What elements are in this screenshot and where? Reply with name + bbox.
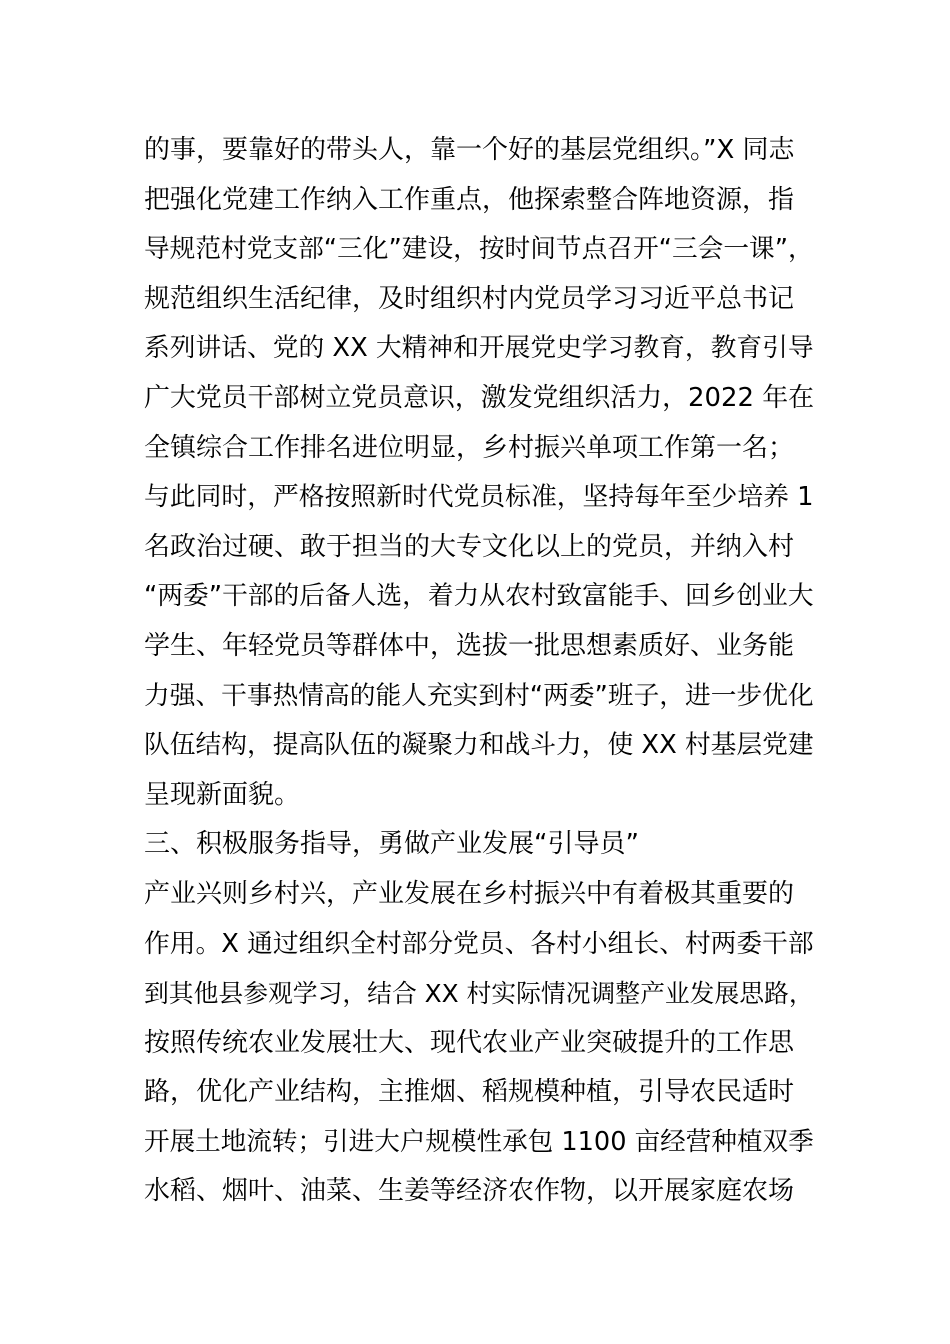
text-line: 把强化党建工作纳入工作重点，他探索整合阵地资源，指 (144, 184, 795, 215)
section-heading: 三、积极服务指导，勇做产业发展“引导员” (144, 829, 639, 860)
text-line: 的事，要靠好的带头人，靠一个好的基层党组织。”X 同志 (144, 135, 795, 165)
text-line: 呈现新面貌。 (144, 779, 301, 810)
text-line: 学生、年轻党员等群体中，选拔一批思想素质好、业务能 (144, 630, 795, 661)
text-line: 规范组织生活纪律，及时组织村内党员学习习近平总书记 (144, 283, 795, 314)
text-line: 全镇综合工作排名进位明显，乡村振兴单项工作第一名； (144, 432, 795, 463)
text-line: 作用。X 通过组织全村部分党员、各村小组长、村两委干部 (144, 928, 814, 959)
text-line: 与此同时，严格按照新时代党员标准，坚持每年至少培养 1 (144, 482, 814, 513)
text-line: 路，优化产业结构，主推烟、稻规模种植，引导农民适时 (144, 1077, 795, 1108)
text-line: 广大党员干部树立党员意识，激发党组织活力，2022 年在 (144, 382, 815, 413)
text-line: 队伍结构，提高队伍的凝聚力和战斗力，使 XX 村基层党建 (144, 730, 814, 761)
text-line: 按照传统农业发展壮大、现代农业产业突破提升的工作思 (144, 1027, 795, 1058)
text-line: “两委”干部的后备人选，着力从农村致富能手、回乡创业大 (144, 581, 814, 612)
text-line: 导规范村党支部“三化”建设，按时间节点召开“三会一课”， (144, 234, 814, 265)
text-line: 名政治过硬、敢于担当的大专文化以上的党员，并纳入村 (144, 531, 795, 562)
text-line: 力强、干事热情高的能人充实到村“两委”班子，进一步优化 (144, 680, 814, 711)
text-line: 系列讲话、党的 XX 大精神和开展党史学习教育，教育引导 (144, 333, 814, 364)
body-text (144, 126, 814, 1217)
text-line: 到其他县参观学习，结合 XX 村实际情况调整产业发展思路， (144, 979, 814, 1009)
text-line: 开展土地流转；引进大户规模性承包 1100 亩经营种植双季 (144, 1126, 814, 1157)
text-line: 水稻、烟叶、油菜、生姜等经济农作物，以开展家庭农场 (144, 1176, 795, 1207)
text-line: 产业兴则乡村兴，产业发展在乡村振兴中有着极其重要的 (144, 878, 795, 909)
